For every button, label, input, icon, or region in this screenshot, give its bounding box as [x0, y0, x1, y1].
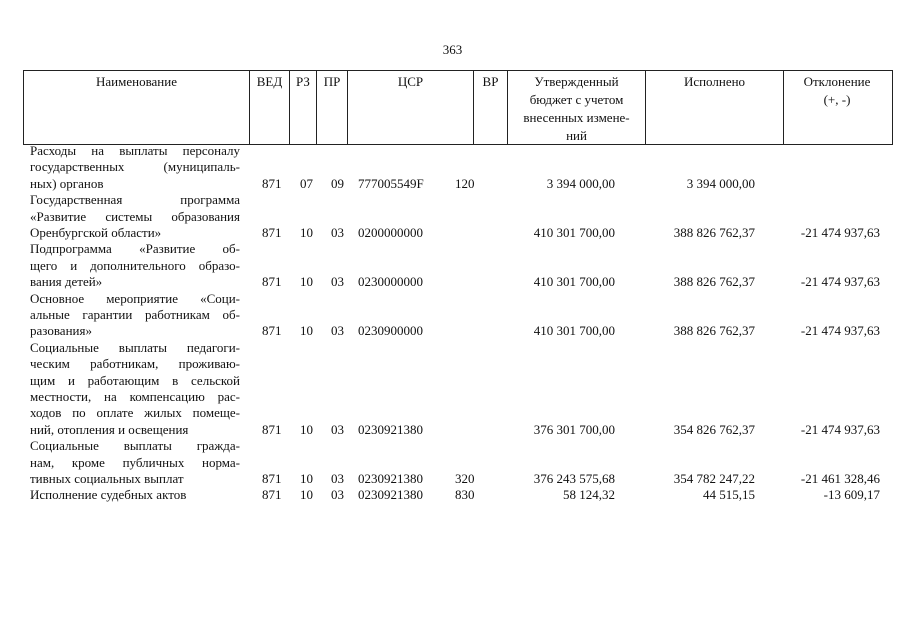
cell-ved: 871 [262, 323, 282, 339]
cell-vr: 830 [455, 487, 475, 503]
cell-executed: 388 826 762,37 [673, 224, 755, 240]
row-name-line: нам, кроме публичных норма- [30, 454, 240, 470]
cell-rz: 10 [300, 224, 313, 240]
header-executed: Исполнено [646, 71, 784, 144]
cell-deviation: -21 474 937,63 [800, 421, 880, 437]
row-name [30, 241, 240, 290]
cell-ved: 871 [262, 175, 282, 191]
table-row [0, 340, 905, 438]
table-row [0, 487, 905, 503]
cell-pr: 03 [331, 224, 344, 240]
row-name-line: щим и работающим в сельской [30, 372, 240, 388]
cell-ved: 871 [262, 487, 282, 503]
header-approved-budget: Утвержденный бюджет с учетом внесенных измене- ний [508, 71, 646, 144]
row-name-line: «Развитие системы образования [30, 208, 240, 224]
cell-ved: 871 [262, 274, 282, 290]
row-name-line: ческим работникам, проживаю- [30, 356, 240, 372]
row-name-line: вания детей» [30, 274, 103, 290]
cell-ved: 871 [262, 470, 282, 486]
cell-csr: 777005549F [358, 175, 424, 191]
cell-executed: 44 515,15 [703, 487, 755, 503]
table-row [0, 291, 905, 340]
cell-executed: 354 782 247,22 [673, 470, 755, 486]
cell-approved: 410 301 700,00 [533, 323, 615, 339]
cell-pr: 03 [331, 323, 344, 339]
header-vr: ВР [474, 71, 508, 144]
row-name-line: Оренбургской области» [30, 225, 162, 240]
table-header [23, 70, 893, 145]
row-name-line: Социальные выплаты гражда- [30, 438, 240, 454]
cell-rz: 10 [300, 274, 313, 290]
cell-executed: 388 826 762,37 [673, 323, 755, 339]
header-pr: ПР [317, 71, 348, 144]
row-name [30, 340, 240, 438]
row-name-line: разования» [30, 323, 92, 339]
header-ved: ВЕД [250, 71, 290, 144]
header-deviation: Отклонение (+, -) [803, 74, 871, 107]
cell-vr: 320 [455, 470, 475, 486]
cell-vr: 120 [455, 175, 475, 191]
cell-executed: 388 826 762,37 [673, 274, 755, 290]
row-name-line: Подпрограмма «Развитие об- [30, 241, 240, 257]
cell-deviation: -21 474 937,63 [800, 323, 880, 339]
cell-pr: 03 [331, 487, 344, 503]
cell-deviation: -21 474 937,63 [800, 274, 880, 290]
row-name-line: Основное мероприятие «Соци- [30, 290, 240, 306]
row-name-line: ходов по оплате жилых помеще- [30, 405, 240, 421]
row-name [30, 291, 240, 340]
row-name-line: тивных социальных выплат [30, 471, 184, 486]
cell-csr: 0230921380 [358, 470, 423, 486]
cell-ved: 871 [262, 421, 282, 437]
cell-pr: 03 [331, 470, 344, 486]
row-name-line: Исполнение судебных актов [30, 487, 187, 503]
row-name-line: щего и дополнительного образо- [30, 257, 240, 273]
header-csr: ЦСР [348, 71, 474, 144]
cell-approved: 376 301 700,00 [533, 421, 615, 437]
cell-rz: 10 [300, 470, 313, 486]
cell-approved: 376 243 575,68 [533, 470, 615, 486]
cell-rz: 10 [300, 323, 313, 339]
cell-csr: 0230900000 [358, 323, 423, 339]
cell-pr: 03 [331, 274, 344, 290]
cell-deviation: -21 461 328,46 [800, 470, 880, 486]
cell-ved: 871 [262, 224, 282, 240]
cell-executed: 3 394 000,00 [686, 175, 755, 191]
cell-approved: 410 301 700,00 [533, 274, 615, 290]
row-name [30, 192, 240, 241]
row-name-line: ний, отопления и освещения [30, 421, 189, 437]
cell-rz: 07 [300, 175, 313, 191]
table-row [0, 192, 905, 241]
row-name [30, 438, 240, 487]
table-row [0, 438, 905, 487]
cell-deviation: -13 609,17 [823, 487, 880, 503]
cell-csr: 0230000000 [358, 274, 423, 290]
cell-pr: 03 [331, 421, 344, 437]
cell-csr: 0230921380 [358, 487, 423, 503]
page-number: 363 [442, 42, 463, 57]
row-name-line: местности, на компенсацию рас- [30, 389, 240, 405]
table-row [0, 143, 905, 192]
cell-approved: 410 301 700,00 [533, 224, 615, 240]
cell-csr: 0200000000 [358, 224, 423, 240]
header-name: Наименование [24, 71, 250, 144]
row-name-line: ных) органов [30, 175, 104, 191]
cell-approved: 3 394 000,00 [546, 175, 615, 191]
row-name [30, 143, 240, 192]
row-name-line: Государственная программа [30, 192, 240, 208]
row-name [30, 487, 240, 503]
cell-pr: 09 [331, 175, 344, 191]
table-row [0, 241, 905, 290]
cell-approved: 58 124,32 [563, 487, 615, 503]
cell-rz: 10 [300, 421, 313, 437]
cell-rz: 10 [300, 487, 313, 503]
cell-executed: 354 826 762,37 [673, 421, 755, 437]
row-name-line: Социальные выплаты педагоги- [30, 339, 240, 355]
row-name-line: альные гарантии работникам об- [30, 307, 240, 322]
row-name-line: государственных (муниципаль- [30, 159, 240, 175]
row-name-line: Расходы на выплаты персоналу [30, 143, 240, 158]
cell-csr: 0230921380 [358, 421, 423, 437]
header-rz: РЗ [290, 71, 317, 144]
cell-deviation: -21 474 937,63 [800, 224, 880, 240]
